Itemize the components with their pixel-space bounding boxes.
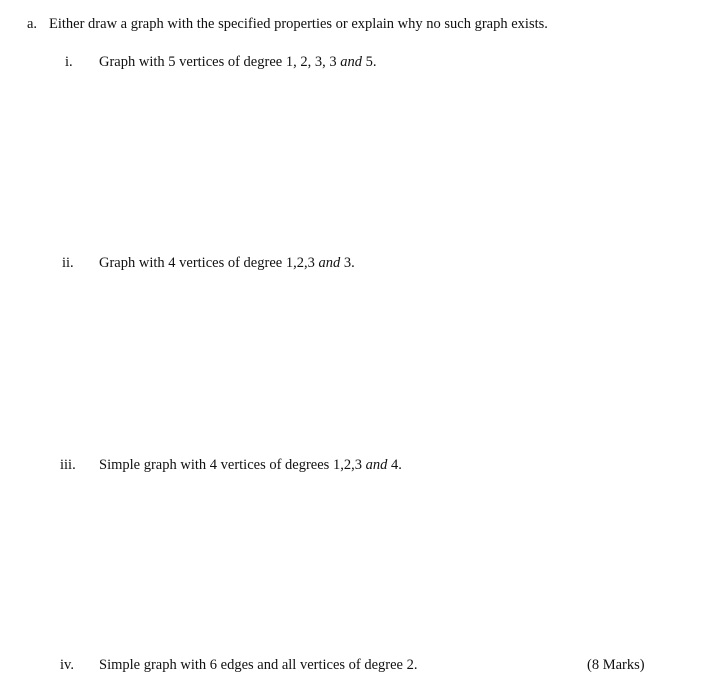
item-number-ii: ii. [62,255,74,271]
item-number-iii: iii. [60,457,76,473]
question-label: a. [27,16,38,32]
item-suffix: 4. [390,457,402,473]
item-prefix: Graph with 5 vertices of degree 1, 2, 3, 3 [99,54,337,70]
math-and: and [318,255,341,271]
question-instruction: Either draw a graph with the specified properties or explain why no such graph exists. [49,16,548,32]
math-and: and [340,54,362,70]
item-prefix: Simple graph with 4 vertices of degrees 1,2,3 [99,457,362,473]
item-number-iv: iv. [60,657,74,673]
item-suffix: 3. [343,255,355,271]
item-text-ii [99,254,355,272]
marks-label: (8 Marks) [587,657,645,673]
item-number-i: i. [65,54,73,70]
item-text-iv: Simple graph with 6 edges and all vertices of degree 2. [99,657,418,673]
item-suffix: 5. [365,54,377,70]
item-text-i [99,53,376,71]
item-prefix: Graph with 4 vertices of degree 1,2,3 [99,255,315,271]
math-and: and [365,457,388,473]
item-text-iii [99,456,402,474]
